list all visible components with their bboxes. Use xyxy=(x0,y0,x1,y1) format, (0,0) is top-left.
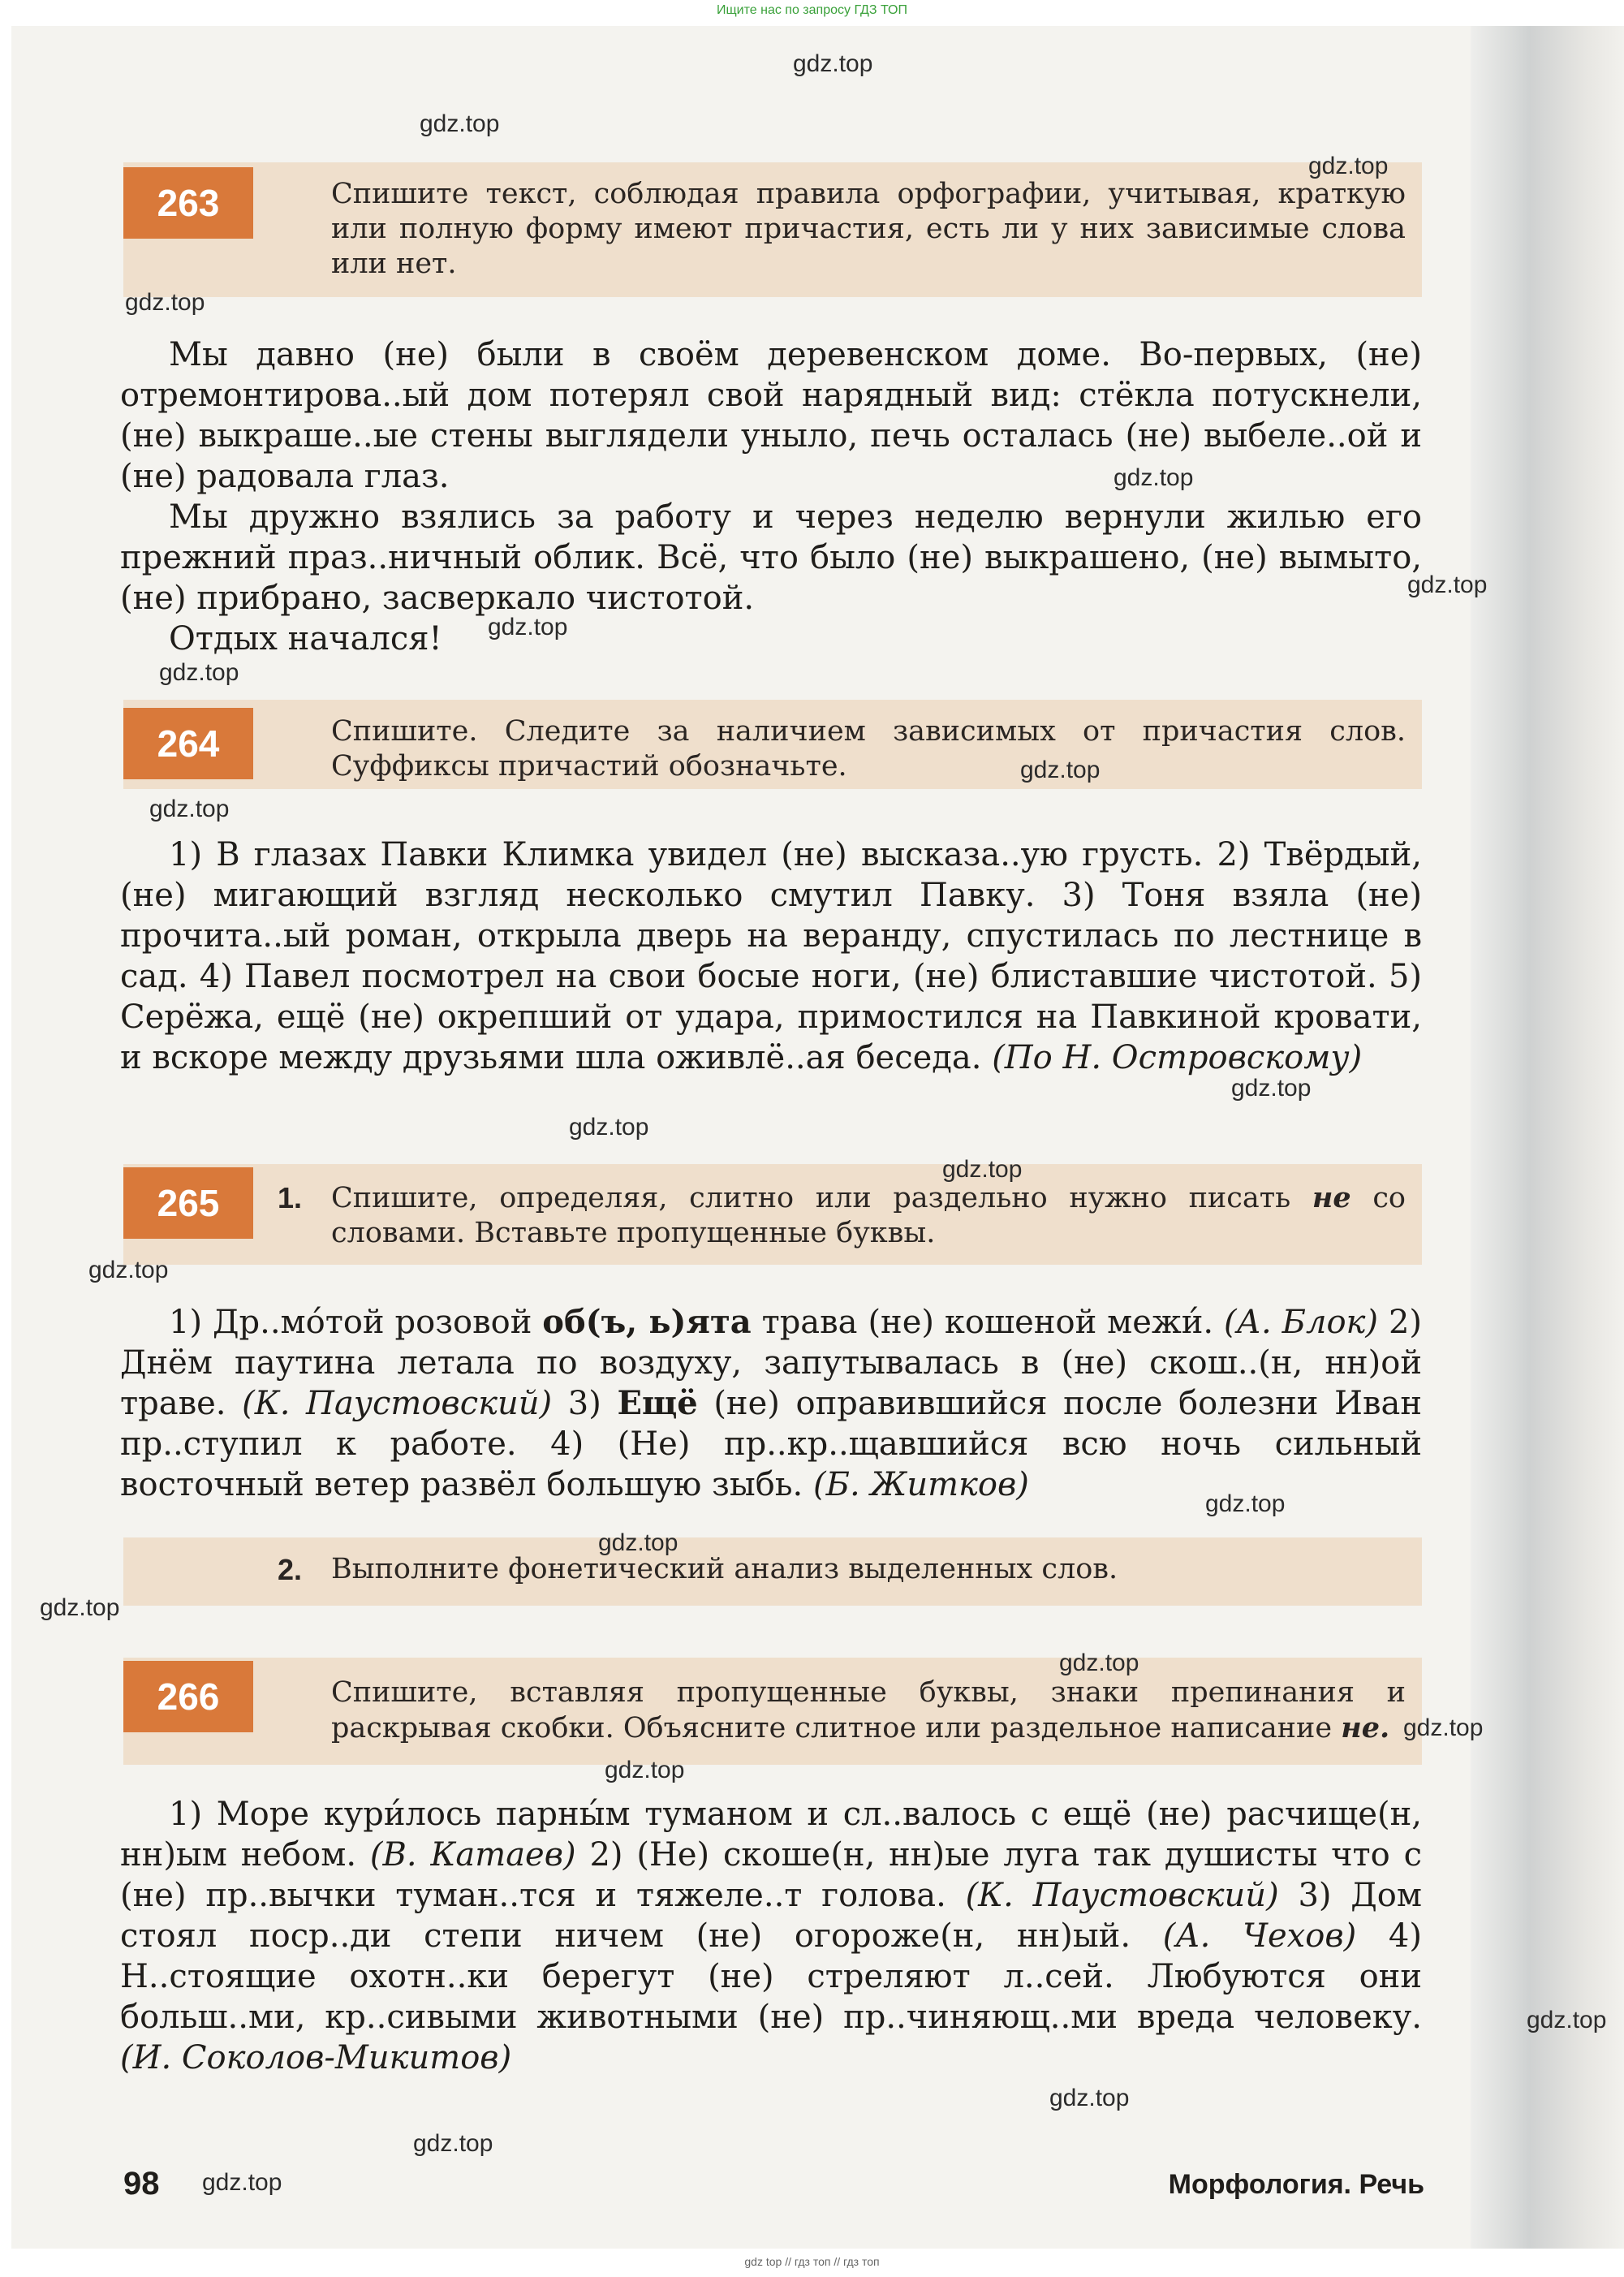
watermark: gdz.top xyxy=(1308,153,1389,179)
page-number: 98 xyxy=(123,2166,160,2202)
watermark: gdz.top xyxy=(605,1757,685,1783)
watermark: gdz.top xyxy=(1020,757,1101,783)
task-instruction: Спишите. Следите за наличием зависимых от причастия слов. Суффиксы причастий обозначьте. xyxy=(331,715,1406,783)
instruction-text: со словами. Вставьте пропущенные буквы. xyxy=(331,1182,1406,1249)
watermark: gdz.top xyxy=(159,659,239,686)
watermark: gdz.top xyxy=(1403,1714,1484,1741)
sentence: (не) оправившийся после болезни Иван пр..ступил к работе. 4) (Не) пр..кр..щавшийся всю ночь сильный восточный ветер развёл большую зыбь. xyxy=(120,1385,1422,1503)
watermark: gdz.top xyxy=(1231,1075,1312,1102)
watermark: gdz.top xyxy=(88,1257,169,1283)
source-citation: (В. Катаев) xyxy=(369,1836,576,1874)
emphasis: не. xyxy=(1341,1711,1390,1744)
sentence: трава (не) кошеной межи́. xyxy=(751,1304,1225,1341)
sentence: 3) xyxy=(552,1385,618,1422)
watermark: gdz.top xyxy=(1114,464,1194,491)
watermark: gdz.top xyxy=(942,1156,1023,1183)
task-266-header xyxy=(123,1658,1422,1765)
watermark: gdz.top xyxy=(40,1594,120,1621)
task-264-text xyxy=(120,834,1422,1078)
paragraph xyxy=(120,834,1422,1078)
top-note: Ищите нас по запросу ГДЗ ТОП xyxy=(717,3,907,17)
highlighted-word: об(ъ, ь)ята xyxy=(542,1303,752,1341)
watermark: gdz.top xyxy=(1527,2007,1607,2033)
paragraph xyxy=(120,1794,1422,2078)
watermark: gdz.top xyxy=(1049,2085,1130,2111)
watermark: gdz.top xyxy=(569,1114,649,1141)
source-citation: (А. Чехов) xyxy=(1162,1917,1357,1955)
sentence: 1) Море кури́лось парны́м туманом и сл..валось с ещё (не) расчище(н, нн)ым небом. xyxy=(120,1796,1422,1874)
sentence: 2) Днём паутина летала по воздуху, запутывалась в (не) скош..(н, нн)ой траве. xyxy=(120,1304,1423,1422)
task-263-header xyxy=(123,162,1422,297)
sentence: 4) Н..стоящие охотн..ки берегут (не) стреляют л..сей. Любуются они больш..ми, кр..сивыми животными (не) пр..чиняющ..ми вреда человеку. xyxy=(120,1917,1422,2036)
watermark: gdz.top xyxy=(202,2169,282,2196)
watermark: gdz.top xyxy=(598,1529,678,1556)
source-citation: (Б. Житков) xyxy=(812,1466,1029,1503)
source-citation: (К. Паустовский) xyxy=(965,1877,1279,1914)
source-citation: (А. Блок) xyxy=(1224,1304,1379,1341)
task-number: 264 xyxy=(123,708,253,779)
task-265-text xyxy=(120,1302,1422,1505)
source-citation: (И. Соколов-Микитов) xyxy=(120,2039,512,2076)
watermark: gdz.top xyxy=(488,614,568,640)
sentence: 3) Дом стоял поср..ди степи ничем (не) огороже(н, нн)ый. xyxy=(120,1877,1423,1955)
paragraph: Мы давно (не) были в своём деревенском доме. Во-первых, (не) отремонтирова..ый дом потерял свой нарядный вид: стёкла потускнели, (не) выкраше..ые стены выглядели уныло, печь осталась (не) выбеле..ой и (не) радовала глаз. xyxy=(120,336,1422,495)
sentence: 1) Др..мо́той розовой xyxy=(169,1304,543,1341)
task-instruction xyxy=(331,1180,1406,1251)
watermark: gdz.top xyxy=(793,50,873,77)
source-citation: (По Н. Островскому) xyxy=(992,1039,1363,1076)
task-265-subtask-2 xyxy=(123,1537,1422,1606)
next-page-edge xyxy=(1530,26,1624,2249)
task-number: 265 xyxy=(123,1167,253,1239)
source-citation: (К. Паустовский) xyxy=(242,1385,553,1422)
task-number: 263 xyxy=(123,167,253,239)
watermark: gdz.top xyxy=(125,289,205,316)
paragraph: Отдых начался! xyxy=(169,620,442,658)
task-263-text xyxy=(120,334,1422,659)
subtask-number: 2. xyxy=(278,1553,303,1586)
task-264-header xyxy=(123,700,1422,789)
task-265-header xyxy=(123,1164,1422,1265)
paragraph xyxy=(120,1302,1422,1505)
bottom-note: gdz top // гдз топ // гдз топ xyxy=(744,2255,880,2268)
watermark: gdz.top xyxy=(1059,1650,1139,1676)
watermark: gdz.top xyxy=(1407,571,1488,598)
sentence: 2) (Не) скоше(н, нн)ые луга так душисты что с (не) пр..вычки туман..тся и тяжеле..т голова. xyxy=(120,1836,1422,1914)
watermark: gdz.top xyxy=(413,2130,493,2157)
paragraph: Мы дружно взялись за работу и через неделю вернули жилью его прежний праз..ничный облик. Всё, что было (не) выкрашено, (не) вымыто, (не) прибрано, засверкало чистотой. xyxy=(120,498,1422,617)
subtask-number: 1. xyxy=(278,1181,303,1214)
task-266-text xyxy=(120,1794,1422,2078)
instruction-text: Спишите, вставляя пропущенные буквы, знаки препинания и раскрывая скобки. Объясните слитное или раздельное написание xyxy=(331,1676,1406,1744)
highlighted-word: Ещё xyxy=(617,1384,698,1422)
watermark: gdz.top xyxy=(149,796,230,822)
task-instruction: Выполните фонетический анализ выделенных слов. xyxy=(331,1553,1118,1585)
section-title: Морфология. Речь xyxy=(1168,2169,1424,2200)
watermark: gdz.top xyxy=(1205,1490,1286,1517)
emphasis: не xyxy=(1312,1181,1351,1214)
task-instruction xyxy=(331,1675,1406,1746)
task-number: 266 xyxy=(123,1661,253,1732)
sentences: 1) В глазах Павки Климка увидел (не) высказа..ую грусть. 2) Твёрдый, (не) мигающий взгляд несколько смутил Павку. 3) Тоня взяла (не) прочита..ый роман, открыла дверь на веранду, спустилась по лестнице в сад. 4) Павел посмотрел на свои босые ноги, (не) блиставшие чистотой. 5) Серёжа, ещё (не) окрепший от удара, примостился на Павкиной кровати, и вскоре между друзьями шла оживлё..ая беседа. xyxy=(120,836,1422,1076)
watermark: gdz.top xyxy=(420,110,500,137)
task-instruction: Спишите текст, соблюдая правила орфографии, учитывая, краткую или полную форму имеют причастия, есть ли у них зависимые слова или нет. xyxy=(331,178,1406,280)
instruction-text: Спишите, определяя, слитно или раздельно нужно писать xyxy=(331,1182,1312,1214)
